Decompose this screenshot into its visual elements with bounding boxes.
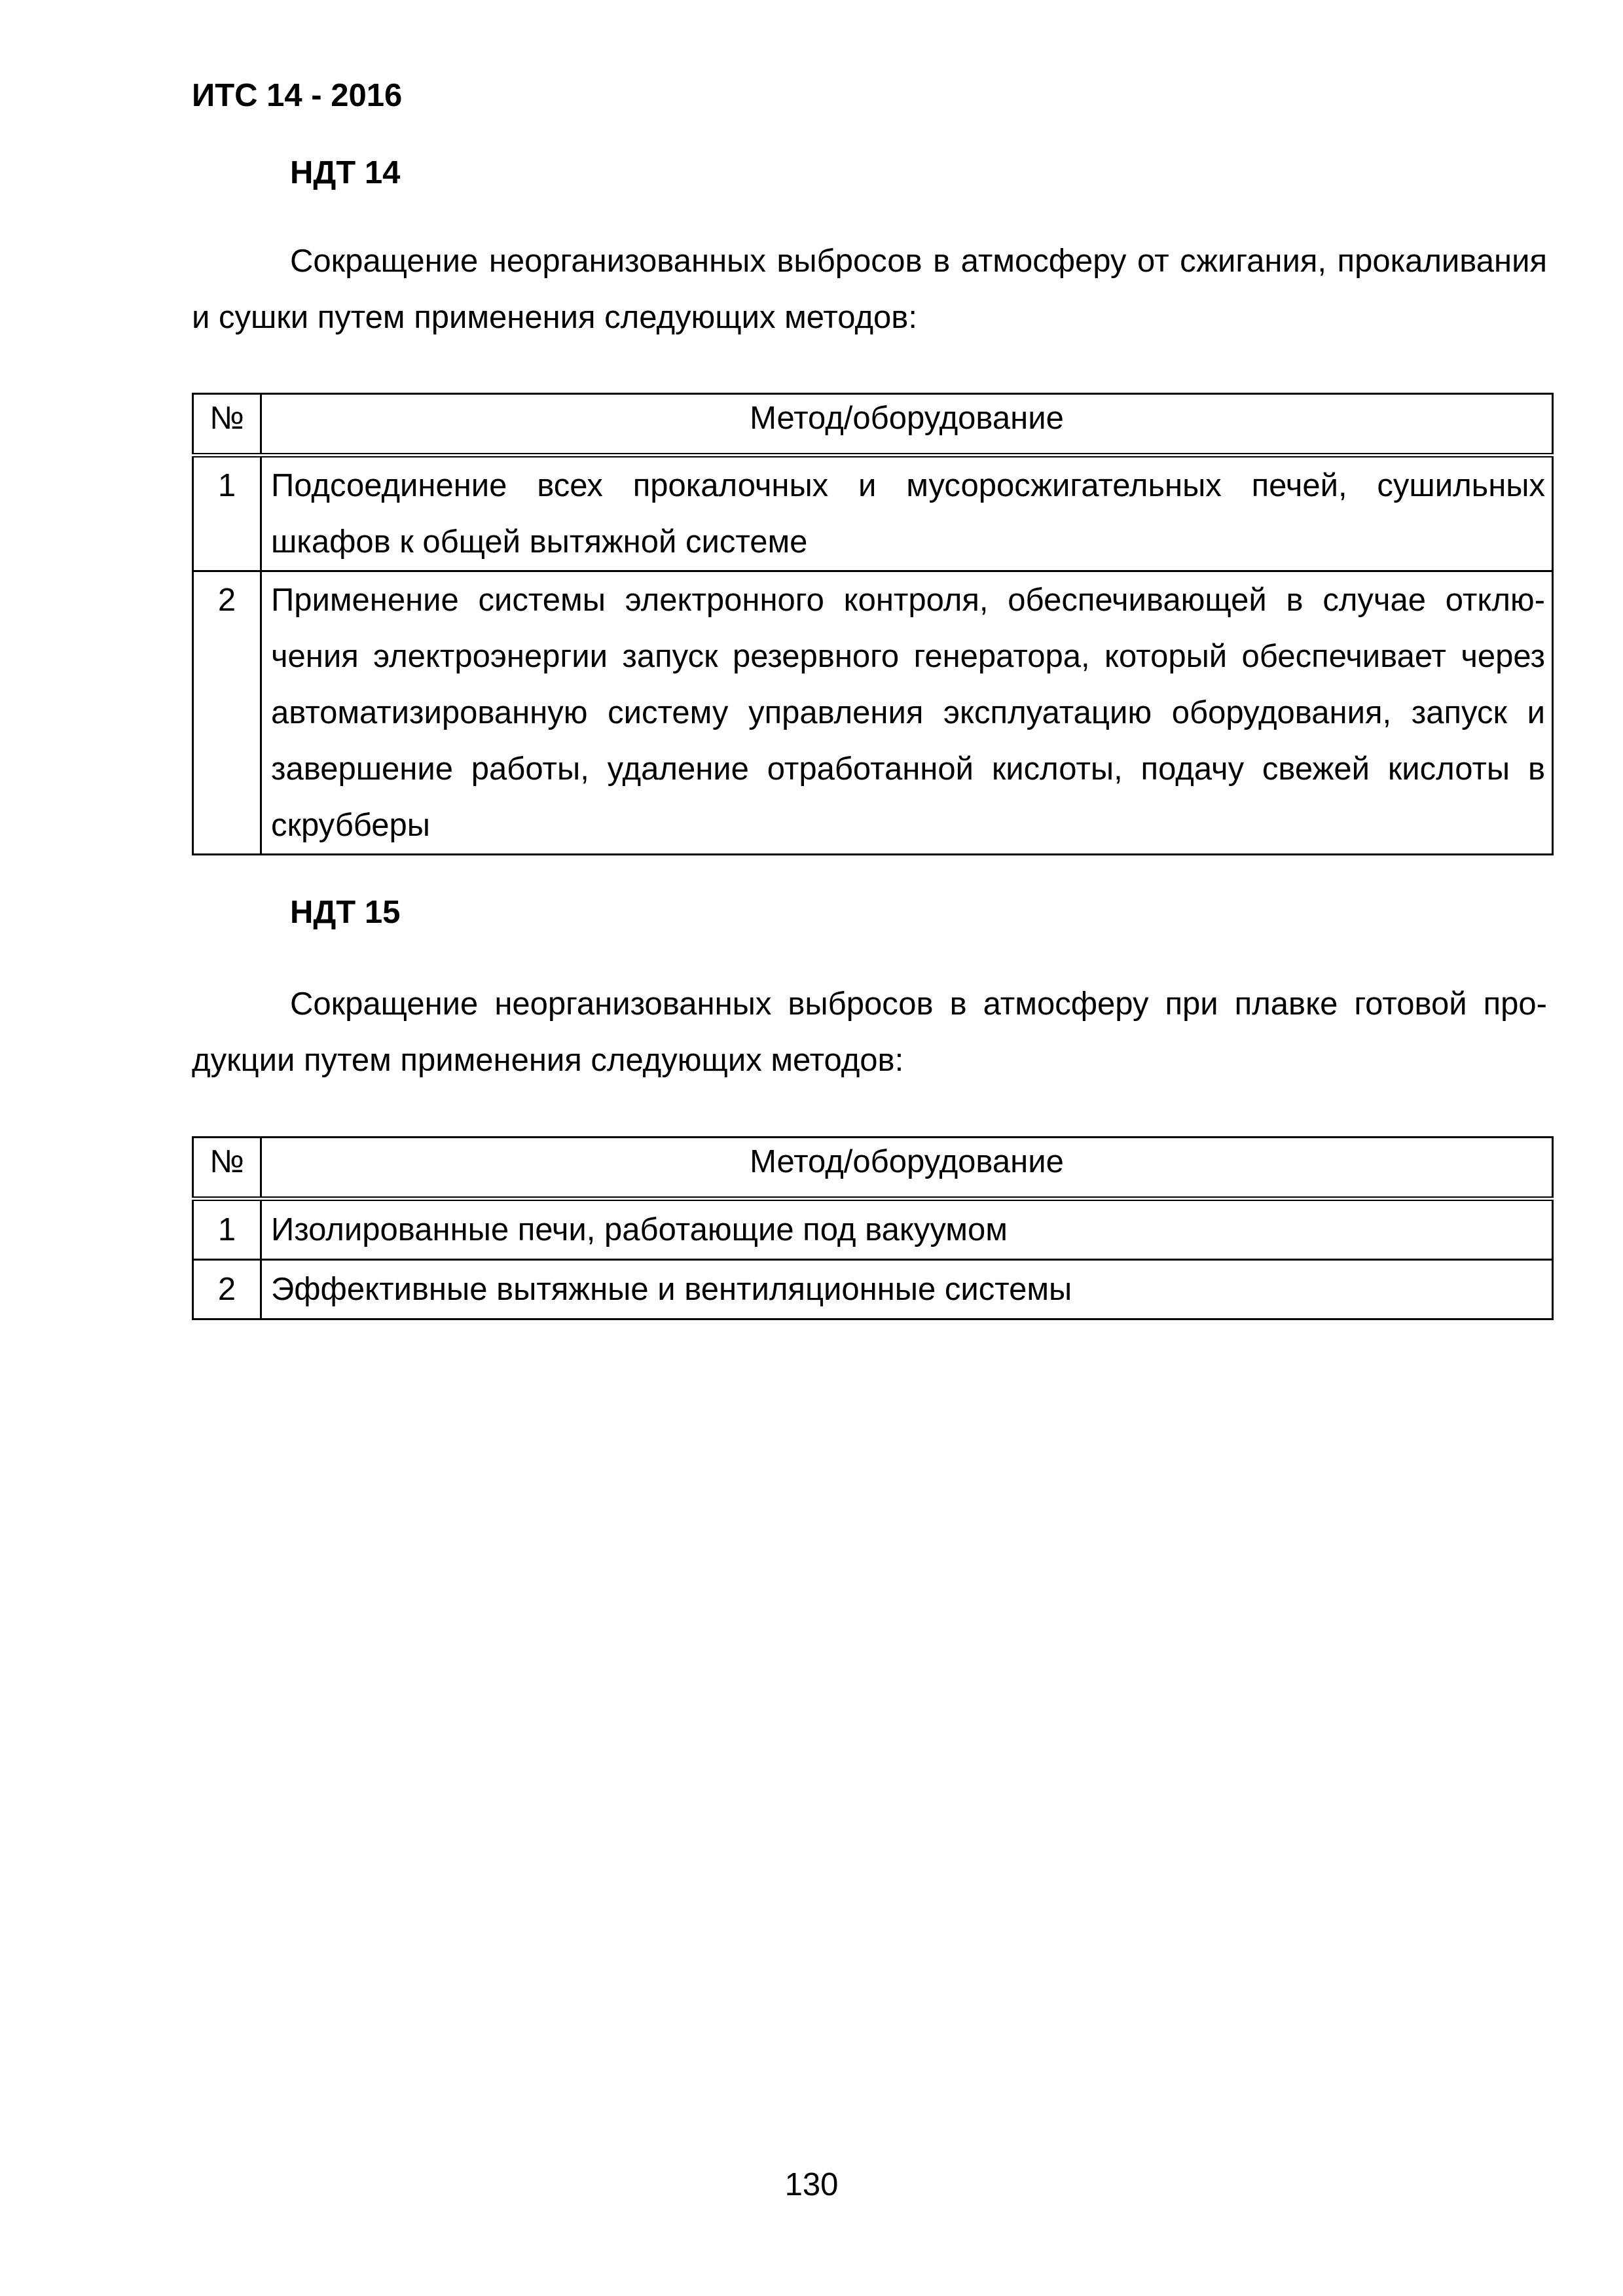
document-code: ИТС 14 - 2016 bbox=[192, 78, 403, 113]
row-number: 2 bbox=[193, 1260, 261, 1319]
table-header-row bbox=[193, 1138, 1553, 1199]
page-number: 130 bbox=[784, 2167, 839, 2202]
table-row bbox=[193, 456, 1553, 571]
methods-table-ndt15 bbox=[192, 1136, 1554, 1320]
row-number: 1 bbox=[193, 1199, 261, 1260]
row-method: Подсоединение всех прокалочных и мусоросжигательных печей, сушильных шкафов к общей вытяжной системе bbox=[261, 456, 1553, 571]
section-title-ndt14: НДТ 14 bbox=[290, 155, 401, 190]
row-method: Применение системы электронного контроля, обеспечивающей в случае отключения электроэнергии запуск резервного генератора, который обеспечивает через автоматизированную систему управления эксплуатацию оборудования, запуск и завершение работы, удаление отработанной кислоты, подачу свежей кислоты в скрубберы bbox=[261, 571, 1553, 855]
row-method: Изолированные печи, работающие под вакуумом bbox=[261, 1199, 1553, 1260]
row-number: 2 bbox=[193, 571, 261, 855]
section-title-ndt15: НДТ 15 bbox=[290, 895, 401, 930]
section-intro-ndt14: Сокращение неорганизованных выбросов в атмосферу от сжигания, прокаливания и сушки путем применения следующих методов: bbox=[192, 243, 1547, 335]
table-row bbox=[193, 571, 1553, 855]
row-method: Эффективные вытяжные и вентиляционные системы bbox=[261, 1260, 1553, 1319]
table-row bbox=[193, 1199, 1553, 1260]
methods-table-ndt14 bbox=[192, 393, 1554, 855]
column-header-number: № bbox=[193, 394, 261, 456]
table-row bbox=[193, 1260, 1553, 1319]
column-header-number: № bbox=[193, 1138, 261, 1199]
column-header-method: Метод/оборудование bbox=[261, 1138, 1553, 1199]
table-header-row bbox=[193, 394, 1553, 456]
column-header-method: Метод/оборудование bbox=[261, 394, 1553, 456]
section-intro-ndt15: Сокращение неорганизованных выбросов в атмосферу при плавке готовой продукции путем применения следующих методов: bbox=[192, 986, 1547, 1078]
row-number: 1 bbox=[193, 456, 261, 571]
